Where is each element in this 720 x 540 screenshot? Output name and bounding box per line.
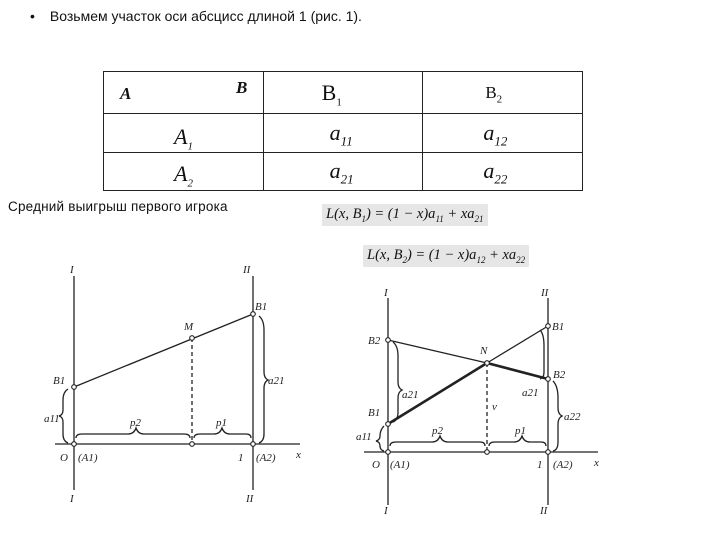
right-label-n: N (480, 345, 488, 357)
right-label-b1-right: B1 (552, 321, 565, 333)
left-label-ii-bottom: II (246, 493, 254, 505)
right-point-b2-left (386, 338, 391, 343)
right-label-a2: (A2) (553, 459, 573, 471)
right-brace-p1 (489, 436, 546, 446)
left-label-p1: p1 (216, 417, 227, 429)
header-b2: $B_2$ (485, 83, 503, 106)
row-label-a1: $A_1$ (174, 124, 193, 153)
right-line-b2-upper (388, 340, 487, 363)
right-point-b2-right (546, 377, 551, 382)
right-brace-a21 (393, 342, 402, 422)
left-graph-labels (44, 264, 301, 505)
left-label-x: x (296, 449, 301, 461)
left-brace-p1 (194, 428, 251, 438)
left-brace-a11 (59, 389, 68, 443)
right-label-b2-left: B2 (368, 335, 381, 347)
left-label-ii-top: II (243, 264, 251, 276)
left-point-one (251, 442, 256, 447)
right-label-b2-right: B2 (553, 369, 566, 381)
right-graph-labels (356, 287, 599, 517)
left-label-p2: p2 (130, 417, 141, 429)
right-label-nu: ν (492, 401, 497, 413)
left-label-b1-right: B1 (255, 301, 268, 313)
right-brace-a21-right (540, 330, 544, 379)
formula-l-b1: L(x, $B_1) = (1 - x)a_{11} + xa_{21}$ (322, 204, 488, 226)
bullet-dot: • (30, 8, 35, 24)
right-label-a11: a11 (356, 431, 372, 443)
left-brace-p2 (76, 428, 190, 438)
right-label-b1-left: B1 (368, 407, 381, 419)
right-label-p1: p1 (515, 425, 526, 437)
average-payoff-label: Средний выигрыш первого игрока (8, 199, 228, 214)
right-point-foot (485, 450, 490, 455)
right-point-n (485, 361, 490, 366)
right-label-a21: a21 (402, 389, 419, 401)
left-point-b1 (72, 385, 77, 390)
left-point-origin (72, 442, 77, 447)
right-label-p2: p2 (432, 425, 443, 437)
right-point-b1-right (546, 324, 551, 329)
left-label-a1: (A1) (78, 452, 98, 464)
left-label-i-top: I (70, 264, 74, 276)
right-point-one (546, 450, 551, 455)
right-label-a21-right: a21 (522, 387, 539, 399)
left-label-b1: B1 (53, 375, 66, 387)
intro-text: Возьмем участок оси абсцисс длиной 1 (рис. 1). (49, 8, 362, 24)
right-label-one: 1 (537, 459, 543, 471)
value-a12: $a_{12}$ (483, 120, 508, 149)
right-label-origin: O (372, 459, 380, 471)
value-a11: $a_{11}$ (329, 120, 353, 149)
right-label-a1: (A1) (390, 459, 410, 471)
right-label-i-top: I (384, 287, 388, 299)
left-label-m: M (184, 321, 194, 333)
right-label-a22: a22 (564, 411, 581, 423)
right-brace-a22 (553, 381, 562, 451)
left-label-a11: a11 (44, 413, 60, 425)
formula-l-b2: L(x, $B_2) = (1 - x)a_{12} + xa_{22}$ (363, 245, 529, 267)
right-label-x: x (594, 457, 599, 469)
left-point-foot (190, 442, 195, 447)
left-label-a2: (A2) (256, 452, 276, 464)
right-point-b1-left (386, 422, 391, 427)
right-label-i-bottom: I (384, 505, 388, 517)
left-brace-a21 (259, 316, 268, 443)
left-points (72, 312, 256, 447)
header-b1: $B_1$ (321, 80, 342, 109)
left-label-one: 1 (238, 452, 244, 464)
value-a21: $a_{21}$ (329, 158, 354, 187)
right-label-ii-top: II (541, 287, 549, 299)
left-point-m (190, 336, 195, 341)
left-line-b1 (74, 314, 253, 387)
corner-label-a: A (120, 84, 132, 103)
right-line-b1-upper (487, 326, 548, 363)
row-label-a2: $A_2$ (174, 161, 193, 190)
right-label-ii-bottom: II (540, 505, 548, 517)
left-label-i-bottom: I (70, 493, 74, 505)
corner-label-b: B (236, 78, 248, 97)
right-brace-p2 (390, 436, 485, 446)
right-brace-a11 (376, 426, 384, 451)
value-a22: $a_{22}$ (483, 158, 508, 187)
right-line-b2-lower (487, 363, 548, 379)
right-point-origin (386, 450, 391, 455)
left-label-a21: a21 (268, 375, 285, 387)
left-label-origin: O (60, 452, 68, 464)
